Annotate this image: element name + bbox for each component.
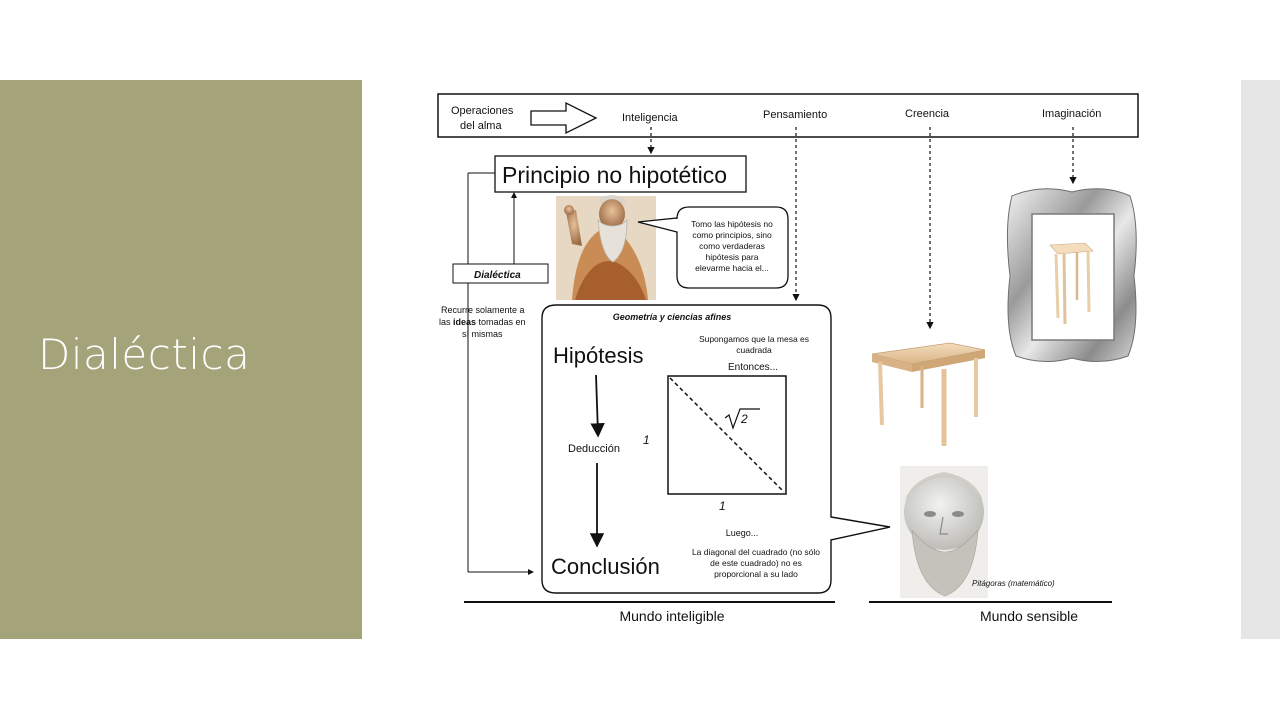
bottom-label: 1 xyxy=(719,499,726,513)
slide-title: Dialéctica xyxy=(38,330,251,379)
plato-bubble-line-3: como verdaderas xyxy=(699,241,765,251)
recurre-line-3: sí mismas xyxy=(462,329,503,339)
mundo-inteligible-label: Mundo inteligible xyxy=(619,608,725,624)
header-item-creencia: Creencia xyxy=(905,108,950,120)
luego-label: Luego... xyxy=(725,528,759,538)
table-image xyxy=(872,343,985,446)
supongamos-line-2: cuadrada xyxy=(736,345,772,355)
header-item-imaginacion: Imaginación xyxy=(1042,108,1102,120)
operaciones-label: Operaciones xyxy=(451,105,514,117)
conclusion-text-line-2: de este cuadrado) no es xyxy=(710,558,802,568)
big-arrow-icon xyxy=(531,103,596,133)
recurre-line-1: Recurre solamente a xyxy=(441,305,525,315)
conclusion-text-line-3: proporcional a su lado xyxy=(714,569,798,579)
principio-label: Principio no hipotético xyxy=(502,162,728,188)
plato-bubble-line-4: hipótesis para xyxy=(705,252,759,262)
mirror-frame-image xyxy=(1007,189,1136,362)
recurre-line-2: las ideas tomadas en xyxy=(439,317,526,327)
header-item-pensamiento: Pensamiento xyxy=(763,109,828,121)
deduccion-label: Deducción xyxy=(568,443,620,455)
conclusion-text-line-1: La diagonal del cuadrado (no sólo xyxy=(691,547,821,557)
plato-bubble-line-1: Tomo las hipótesis no xyxy=(691,219,773,229)
mundo-sensible-label: Mundo sensible xyxy=(979,608,1079,624)
plato-figure xyxy=(556,196,656,300)
header-item-inteligencia: Inteligencia xyxy=(622,112,678,124)
pitagoras-caption: Pitágoras (matemático) xyxy=(972,579,1055,588)
geometria-title: Geometría y ciencias afines xyxy=(612,312,732,322)
operaciones-label-2: del alma xyxy=(460,120,502,132)
plato-bubble-line-2: como principios, sino xyxy=(692,230,772,240)
entonces-label: Entonces... xyxy=(727,362,779,373)
supongamos-line-1: Supongamos que la mesa es xyxy=(698,334,810,344)
plato-bubble-line-5: elevarme hacia el... xyxy=(695,263,769,273)
sqrt-value: 2 xyxy=(741,412,748,426)
conclusion-label: Conclusión xyxy=(551,554,660,579)
hipotesis-label: Hipótesis xyxy=(553,343,644,368)
dialectica-label: Dialéctica xyxy=(474,270,521,281)
side-label: 1 xyxy=(643,433,650,447)
